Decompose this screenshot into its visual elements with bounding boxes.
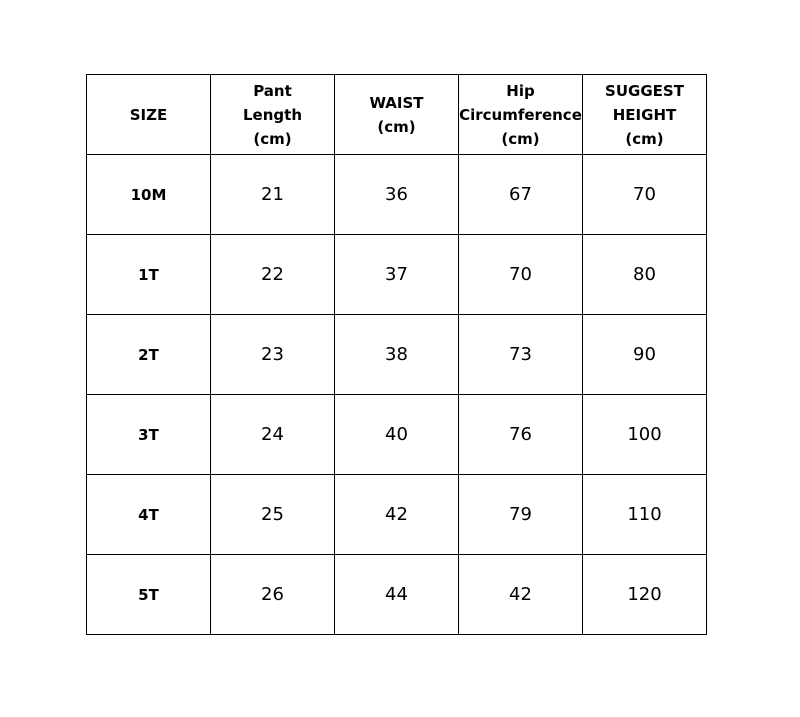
table-header xyxy=(87,75,707,155)
header-text: (cm) xyxy=(253,129,292,148)
header-text: WAIST xyxy=(369,93,424,112)
waist-cell: 38 xyxy=(335,315,459,395)
size-cell: 4T xyxy=(87,475,211,555)
table-row xyxy=(87,155,707,235)
header-text: (cm) xyxy=(377,117,416,136)
header-row xyxy=(87,75,707,155)
waist-cell: 36 xyxy=(335,155,459,235)
header-text: (cm) xyxy=(501,129,540,148)
header-text: Length xyxy=(243,105,302,124)
header-text: SIZE xyxy=(129,105,168,124)
header-text: Hip xyxy=(506,81,535,100)
header-waist xyxy=(335,75,459,155)
pant-length-cell: 22 xyxy=(211,235,335,315)
hip-cell: 67 xyxy=(459,155,583,235)
header-text: SUGGEST xyxy=(605,81,684,100)
table-row xyxy=(87,475,707,555)
height-cell: 110 xyxy=(583,475,707,555)
hip-cell: 70 xyxy=(459,235,583,315)
table-row xyxy=(87,395,707,475)
size-cell: 10M xyxy=(87,155,211,235)
size-cell: 1T xyxy=(87,235,211,315)
header-size xyxy=(87,75,211,155)
header-hip-circumference xyxy=(459,75,583,155)
pant-length-cell: 24 xyxy=(211,395,335,475)
waist-cell: 42 xyxy=(335,475,459,555)
hip-cell: 73 xyxy=(459,315,583,395)
size-cell: 2T xyxy=(87,315,211,395)
table-row xyxy=(87,555,707,635)
header-text: HEIGHT xyxy=(612,105,677,124)
waist-cell: 40 xyxy=(335,395,459,475)
height-cell: 70 xyxy=(583,155,707,235)
header-text: Circumference xyxy=(459,105,582,124)
height-cell: 90 xyxy=(583,315,707,395)
pant-length-cell: 25 xyxy=(211,475,335,555)
size-cell: 3T xyxy=(87,395,211,475)
height-cell: 100 xyxy=(583,395,707,475)
waist-cell: 44 xyxy=(335,555,459,635)
hip-cell: 79 xyxy=(459,475,583,555)
height-cell: 120 xyxy=(583,555,707,635)
waist-cell: 37 xyxy=(335,235,459,315)
size-chart-table xyxy=(86,74,707,635)
height-cell: 80 xyxy=(583,235,707,315)
table-row xyxy=(87,235,707,315)
header-pant-length xyxy=(211,75,335,155)
header-text: Pant xyxy=(253,81,292,100)
header-text: (cm) xyxy=(625,129,664,148)
table-row xyxy=(87,315,707,395)
table-body xyxy=(87,155,707,635)
pant-length-cell: 21 xyxy=(211,155,335,235)
pant-length-cell: 23 xyxy=(211,315,335,395)
size-cell: 5T xyxy=(87,555,211,635)
hip-cell: 76 xyxy=(459,395,583,475)
pant-length-cell: 26 xyxy=(211,555,335,635)
header-suggest-height xyxy=(583,75,707,155)
hip-cell: 42 xyxy=(459,555,583,635)
